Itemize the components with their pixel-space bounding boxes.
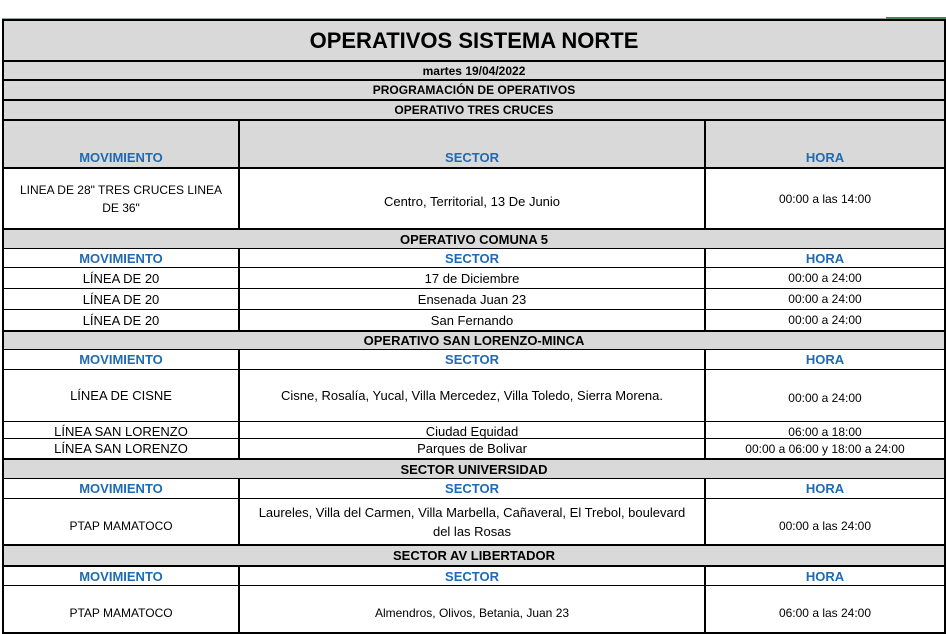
section-title-av-libertador: SECTOR AV LIBERTADOR [2, 544, 946, 565]
schedule-sheet [2, 0, 946, 634]
header-hora: HORA [805, 150, 845, 165]
sheet-top-border [2, 0, 946, 19]
section-title-universidad: SECTOR UNIVERSIDAD [2, 458, 946, 478]
cell-movimiento: LÍNEA DE 20 [4, 289, 240, 309]
cell-movimiento: PTAP MAMATOCO [4, 586, 240, 632]
cell-movimiento: PTAP MAMATOCO [4, 499, 240, 544]
programming-label: PROGRAMACIÓN DE OPERATIVOS [2, 79, 946, 99]
table-row [2, 498, 946, 544]
date-label: martes 19/04/2022 [2, 60, 946, 79]
table-row [2, 438, 946, 458]
column-header-row [2, 248, 946, 267]
table-row [2, 288, 946, 309]
cell-sector: Parques de Bolivar [240, 439, 706, 458]
header-movimiento: MOVIMIENTO [4, 249, 240, 267]
cell-movimiento: LÍNEA SAN LORENZO [4, 439, 240, 458]
header-hora: HORA [805, 481, 845, 496]
cell-hora: 00:00 a 24:00 [788, 271, 862, 285]
cell-sector: Centro, Territorial, 13 De Junio [240, 169, 706, 228]
cell-movimiento: LÍNEA DE 20 [4, 268, 240, 288]
header-movimiento: MOVIMIENTO [4, 350, 240, 369]
table-row [2, 309, 946, 330]
column-header-row [2, 349, 946, 369]
table-row [2, 167, 946, 228]
cell-sector: Almendros, Olivos, Betania, Juan 23 [240, 586, 706, 632]
cell-sector: 17 de Diciembre [240, 268, 706, 288]
section-title-san-lorenzo-minca: OPERATIVO SAN LORENZO-MINCA [2, 330, 946, 349]
header-sector: SECTOR [240, 249, 706, 267]
header-movimiento: MOVIMIENTO [4, 479, 240, 498]
column-header-row [2, 478, 946, 498]
table-row [2, 421, 946, 438]
column-header-row [2, 119, 946, 167]
cell-movimiento: LÍNEA DE 20 [4, 310, 240, 330]
header-sector: SECTOR [240, 121, 706, 167]
header-movimiento: MOVIMIENTO [4, 567, 240, 585]
page-title: OPERATIVOS SISTEMA NORTE [2, 19, 946, 60]
cell-hora: 06:00 a las 24:00 [778, 606, 872, 620]
cell-movimiento: LÍNEA SAN LORENZO [4, 422, 240, 438]
cell-sector: San Fernando [240, 310, 706, 330]
cell-hora: 00:00 a las 14:00 [778, 191, 872, 206]
cell-sector: Ensenada Juan 23 [240, 289, 706, 309]
header-hora: HORA [805, 568, 845, 584]
cell-hora: 00:00 a 24:00 [788, 313, 862, 327]
cell-hora: 06:00 a 18:00 [788, 425, 862, 438]
cell-sector: Laureles, Villa del Carmen, Villa Marbella, Cañaveral, El Trebol, boulevard del las Rosas [240, 499, 706, 544]
cell-sector: Ciudad Equidad [240, 422, 706, 438]
header-movimiento: MOVIMIENTO [4, 121, 240, 167]
header-hora: HORA [805, 250, 845, 266]
header-hora: HORA [805, 352, 845, 367]
cell-hora: 00:00 a 06:00 y 18:00 a 24:00 [745, 441, 905, 456]
table-row [2, 585, 946, 634]
header-sector: SECTOR [240, 479, 706, 498]
table-row [2, 267, 946, 288]
section-title-comuna-5: OPERATIVO COMUNA 5 [2, 228, 946, 248]
cell-movimiento: LÍNEA DE CISNE [4, 370, 240, 421]
column-header-row [2, 565, 946, 585]
cell-hora: 00:00 a las 24:00 [778, 518, 872, 533]
cell-hora: 00:00 a 24:00 [788, 391, 862, 405]
header-sector: SECTOR [240, 350, 706, 369]
cell-sector: Cisne, Rosalía, Yucal, Villa Mercedez, Villa Toledo, Sierra Morena. [240, 370, 706, 421]
section-title-tres-cruces: OPERATIVO TRES CRUCES [2, 99, 946, 119]
table-row [2, 369, 946, 421]
cell-hora: 00:00 a 24:00 [788, 292, 862, 306]
cell-movimiento: LINEA DE 28" TRES CRUCES LINEA DE 36" [4, 169, 240, 228]
header-sector: SECTOR [240, 567, 706, 585]
